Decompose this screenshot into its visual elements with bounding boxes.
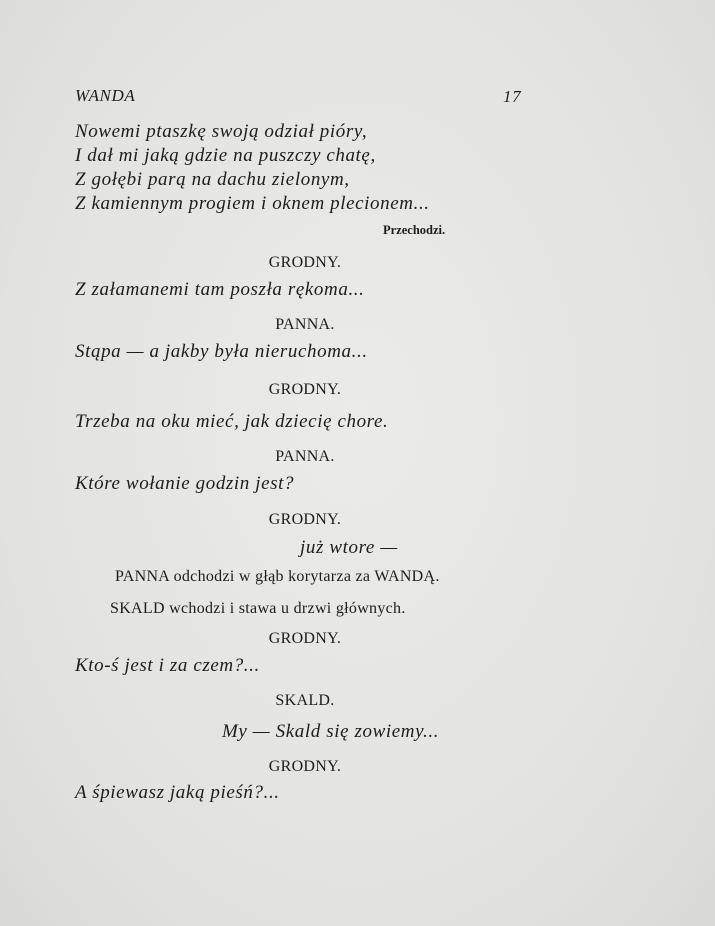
speaker-name: GRODNY. — [268, 381, 342, 398]
dialogue-line: Z załamanemi tam poszła rękoma... — [75, 279, 365, 300]
verse-line: I dał mi jaką gdzie na puszczy chatę, — [75, 145, 376, 166]
running-title: WANDA — [75, 86, 136, 105]
dialogue-line: My — Skald się zowiemy... — [222, 721, 440, 742]
dialogue-line: Które wołanie godzin jest? — [75, 473, 295, 494]
speaker-name: PANNA. — [275, 448, 335, 465]
stage-direction: Przechodzi. — [383, 223, 446, 237]
verse-line: Z gołębi parą na dachu zielonym, — [75, 169, 350, 190]
verse-line: Nowemi ptaszkę swoją odział pióry, — [75, 121, 368, 142]
dialogue-line: Trzeba na oku mieć, jak dziecię chore. — [75, 411, 389, 432]
speaker-name: PANNA. — [275, 316, 335, 333]
verse-line: Z kamiennym progiem i oknem plecionem... — [75, 193, 430, 214]
stage-direction: PANNA odchodzi w głąb korytarza za WANDĄ. — [115, 568, 440, 585]
speaker-name: GRODNY. — [268, 758, 342, 775]
dialogue-line: A śpiewasz jaką pieśń?... — [75, 782, 280, 803]
stage-direction: SKALD wchodzi i stawa u drzwi głównych. — [110, 600, 406, 617]
speaker-name: SKALD. — [275, 692, 335, 709]
speaker-name: GRODNY. — [268, 511, 342, 528]
dialogue-line: Stąpa — a jakby była nieruchoma... — [75, 341, 368, 362]
speaker-name: GRODNY. — [268, 630, 342, 647]
dialogue-line: Kto-ś jest i za czem?... — [75, 655, 260, 676]
dialogue-line: już wtore — — [300, 537, 398, 558]
page-number: 17 — [503, 87, 522, 106]
speaker-name: GRODNY. — [268, 254, 342, 271]
